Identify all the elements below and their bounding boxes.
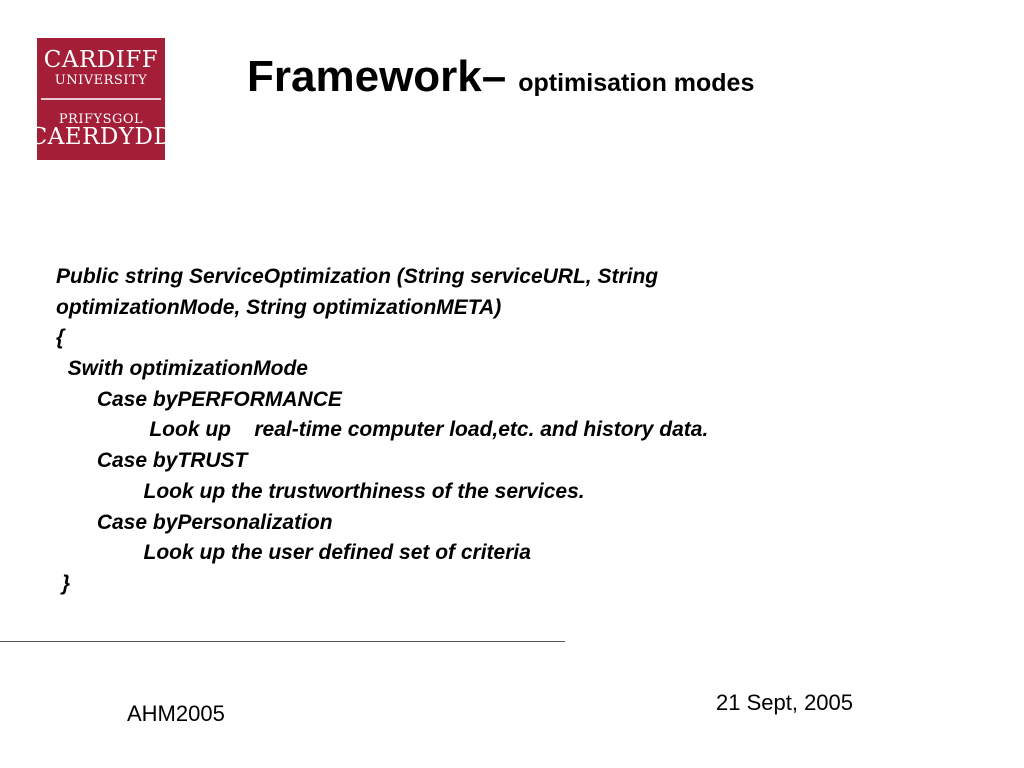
slide-title — [247, 52, 754, 102]
code-line: Swith optimizationMode — [56, 357, 308, 381]
code-line: Case byTRUST — [56, 449, 248, 473]
footer-date: 21 Sept, 2005 — [716, 690, 854, 715]
logo-line-4: CAERDYDD — [29, 124, 173, 150]
code-line: Look up the user defined set of criteria — [56, 541, 531, 565]
logo-line-3: PRIFYSGOL — [58, 112, 144, 127]
logo-line-2: UNIVERSITY — [54, 73, 148, 88]
footer-event-label: AHM2005 — [127, 701, 225, 726]
code-block — [56, 262, 708, 600]
code-line: } — [56, 571, 71, 595]
code-line: Case byPersonalization — [56, 510, 333, 534]
code-line: Look up the trustworthiness of the services. — [56, 479, 585, 503]
logo-top — [37, 38, 165, 98]
logo-line-1: CARDIFF — [43, 47, 159, 73]
code-line: Look up real-time computer load,etc. and history data. — [56, 418, 709, 442]
code-line: Public string ServiceOptimization (String serviceURL, String — [56, 265, 659, 288]
code-line: Case byPERFORMANCE — [56, 387, 342, 411]
university-logo — [29, 38, 173, 160]
slide-title-main: Framework– — [247, 52, 507, 101]
slide-title-sub: optimisation modes — [518, 69, 755, 97]
code-line: { — [56, 326, 65, 350]
footer-divider — [0, 641, 565, 642]
logo-bottom — [29, 100, 173, 160]
code-line: optimizationMode, String optimizationMETA) — [56, 295, 502, 319]
